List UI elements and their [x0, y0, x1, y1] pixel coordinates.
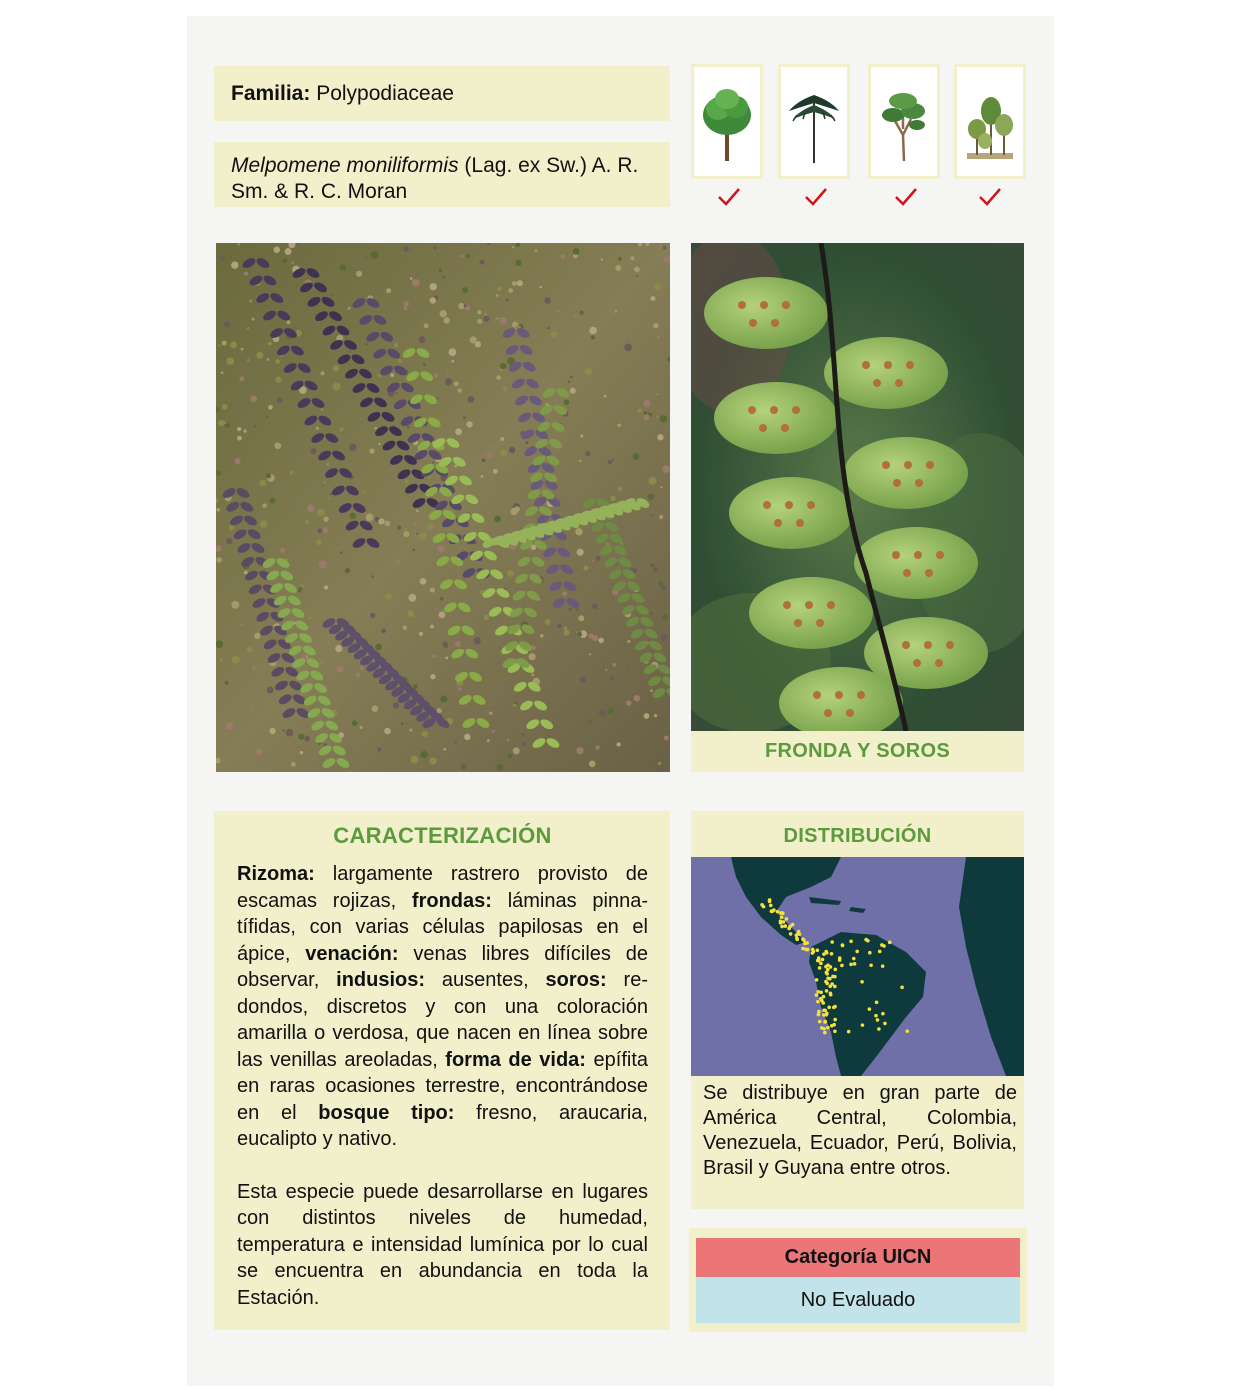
species-box — [214, 142, 670, 207]
photo-caption: FRONDA Y SOROS — [691, 731, 1024, 772]
species-author: (Lag. ex Sw.) A. R. Sm. & R. C. Moran — [231, 154, 639, 203]
uicn-panel — [689, 1228, 1027, 1332]
characterization-text — [237, 861, 648, 1311]
araucaria-tree-icon — [787, 85, 841, 163]
frond-sori-photo — [691, 243, 1024, 731]
family-value: Polypodiaceae — [316, 82, 454, 105]
check-mark-icon — [716, 186, 742, 208]
check-mark-icon — [803, 186, 829, 208]
family-box — [214, 66, 670, 121]
native-forest-icon — [963, 85, 1017, 163]
forest-tile-native — [954, 64, 1026, 179]
distribution-map — [691, 857, 1024, 1076]
distribution-panel — [691, 811, 1024, 1209]
eucalyptus-tree-icon — [877, 85, 931, 163]
characterization-panel — [214, 811, 670, 1330]
check-mark-icon — [977, 186, 1003, 208]
distribution-title: DISTRIBUCIÓN — [783, 825, 932, 847]
fern-habitat-photo — [216, 243, 670, 772]
forest-tile-araucaria — [778, 64, 850, 179]
uicn-status-value: No Evaluado — [696, 1277, 1020, 1323]
characterization-paragraph-2: Esta especie puede desarrollarse en lugares con distintos niveles de humedad, temperatura e intensidad lumínica por lo cual se encuentra en abundancia en toda la Estación. — [237, 1180, 648, 1309]
check-mark-icon — [893, 186, 919, 208]
forest-tile-broadleaf — [691, 64, 763, 179]
characterization-title: CARACTERIZACIÓN — [333, 823, 552, 848]
characterization-paragraph-1: Rizoma: largamente rastrero provisto de escamas rojizas, frondas: láminas pinnatífidas, con varias células papilosas en el ápice, venación: venas libres difíciles de observar, indusios: ausentes, soros: redondos, discretos y con una coloración amarilla o verdosa, que nacen en línea sobre las venillas areoladas, forma de vida: epífita en raras ocasiones terrestre, encontrándose en el bosque tipo: fresno, araucaria, eucalipto y nativo. — [237, 863, 649, 1150]
distribution-text: Se distribuye en gran parte de América Central, Colombia, Venezuela, Ecuador, Perú, Bolivia, Brasil y Guyana entre otros. — [703, 1082, 1017, 1179]
uicn-category-label: Categoría UICN — [696, 1238, 1020, 1277]
broadleaf-tree-icon — [700, 85, 754, 163]
forest-tile-eucalyptus — [868, 64, 940, 179]
species-name: Melpomene moniliformis — [231, 154, 459, 177]
family-label: Familia: — [231, 82, 311, 105]
